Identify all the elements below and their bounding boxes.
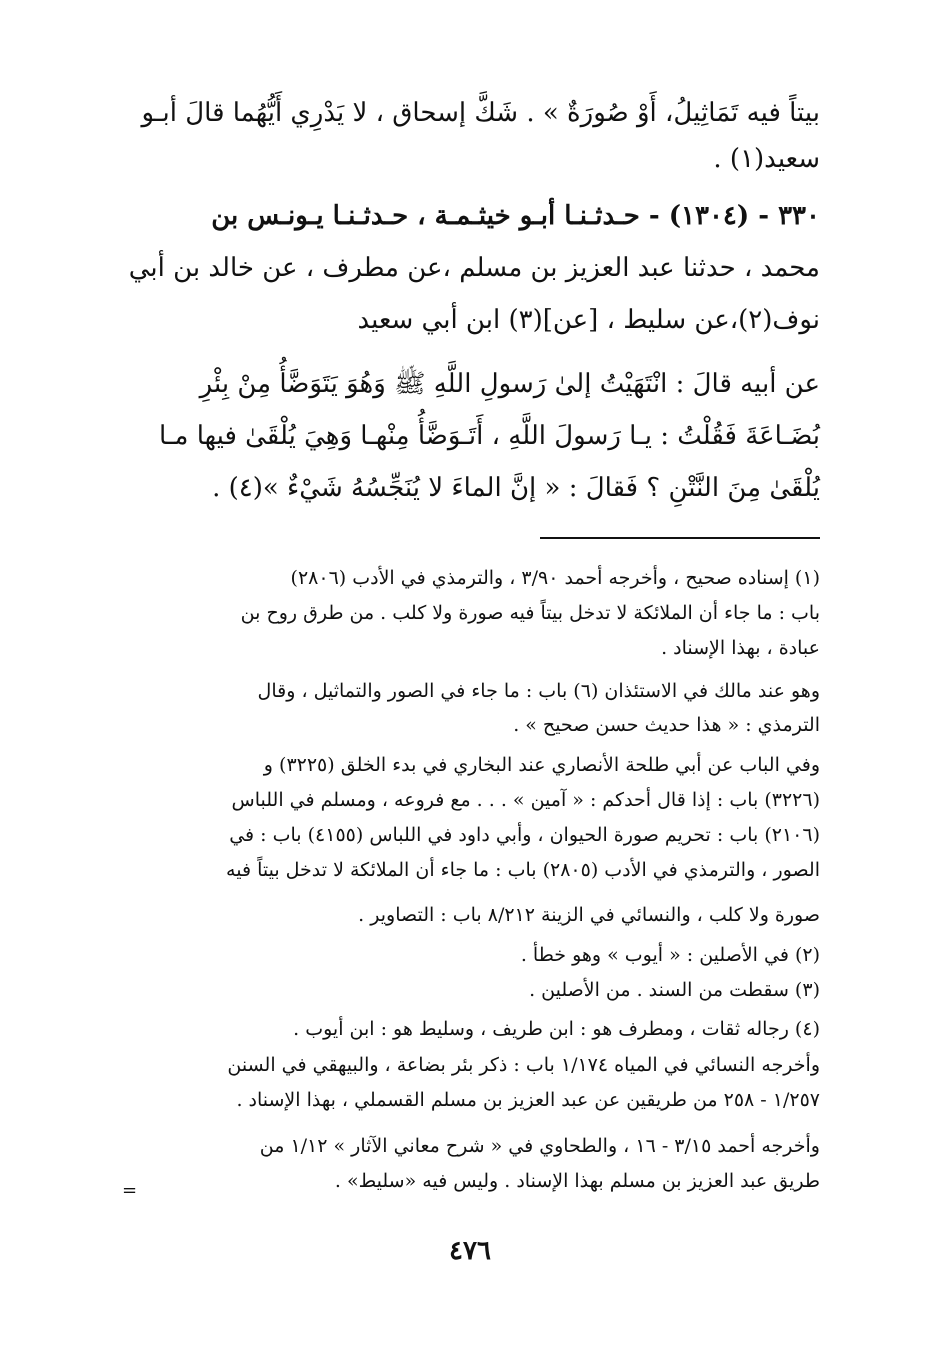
- page-number: ٤٧٦: [449, 1236, 491, 1266]
- hadith-matn-line: يُلْقَىٰ مِنَ النَّتْنِ ؟ فَقالَ : « إنَّ الماءَ لا يُنَجِّسُهُ شَيْءٌ »(٤) .: [212, 473, 820, 503]
- footnote-line: عبادة ، بهذا الإسناد .: [661, 637, 820, 659]
- hadith-matn-line: عن أبيه قالَ : انْتَهَيْتُ إلىٰ رَسولِ اللَّهِ ﷺ وَهُوَ يَتَوَضَّأُ مِنْ بِئْرِ: [199, 369, 820, 399]
- footnote-line: الصور ، والترمذي في الأدب (٢٨٠٥) باب : ما جاء أن الملائكة لا تدخل بيتاً فيه: [226, 859, 820, 881]
- footnote-line: (١) إسناده صحيح ، وأخرجه أحمد ٣/٩٠ ، والترمذي في الأدب (٢٨٠٦): [290, 567, 820, 589]
- footnote-line: طريق عبد العزيز بن مسلم بهذا الإسناد . وليس فيه «سليط» .: [334, 1170, 820, 1192]
- footnote-line: (٣٢٢٦) باب : إذا قال أحدكم : « آمين » . . . مع فروعه ، ومسلم في اللباس: [231, 789, 820, 811]
- footnote-line: وأخرجه النسائي في المياه ١/١٧٤ باب : ذكر بئر بضاعة ، والبيهقي في السنن: [227, 1054, 820, 1076]
- main-text-line: نوف(٢)،عن سليط ، [عن](٣) ابن أبي سعيد: [357, 305, 820, 335]
- footnote-line: ١/٢٥٧ - ٢٥٨ من طريقين عن عبد العزيز بن مسلم القسملي ، بهذا الإسناد .: [236, 1089, 820, 1111]
- hadith-matn-line: بُضَـاعَةَ فَقُلْتُ : يـا رَسولَ اللَّهِ ، أَتَـوَضَّأُ مِنْهـا وَهِيَ يُلْقَىٰ فيها مـا: [158, 421, 820, 451]
- main-text-line: سعيد(١) .: [713, 144, 820, 174]
- footnote-line: صورة ولا كلب ، والنسائي في الزينة ٨/٢١٢ باب : التصاوير .: [358, 904, 820, 926]
- footnote-line: (٢١٠٦) باب : تحريم صورة الحيوان ، وأبي داود في اللباس (٤١٥٥) باب : في: [229, 824, 820, 846]
- footnote-line: (٣) سقطت من السند . من الأصلين .: [529, 979, 820, 1001]
- footnote-line: الترمذي : « هذا حديث حسن صحيح » .: [513, 714, 820, 736]
- footnote-separator: [540, 537, 820, 539]
- footnote-line: وهو عند مالك في الاستئذان (٦) باب : ما جاء في الصور والتماثيل ، وقال: [257, 680, 820, 702]
- main-text-line: محمد ، حدثنا عبد العزيز بن مسلم ،عن مطرف ، عن خالد بن أبي: [128, 253, 820, 283]
- hadith-number-line: ٣٣٠ - (١٣٠٤) - حـدثـنـا أبـو خيثـمـة ، حـدثـنـا يـونـس بن: [211, 201, 820, 231]
- footnote-line: (٤) رجاله ثقات ، ومطرف هو : ابن طريف ، وسليط هو : ابن أيوب .: [293, 1018, 820, 1040]
- main-text-line: بيتاً فيه تَمَاثِيلُ، أَوْ صُورَةٌ » . شَكَّ إسحاق ، لا يَدْرِي أَيُّهُما قالَ أبـو: [141, 98, 820, 128]
- footnote-line: باب : ما جاء أن الملائكة لا تدخل بيتاً فيه صورة ولا كلب . من طرق روح بن: [240, 602, 820, 624]
- footnote-line: وفي الباب عن أبي طلحة الأنصاري عند البخاري في بدء الخلق (٣٢٢٥) و: [263, 754, 820, 776]
- continuation-mark: =: [122, 1180, 138, 1201]
- footnote-line: وأخرجه أحمد ٣/١٥ - ١٦ ، والطحاوي في « شرح معاني الآثار » ١/١٢ من: [259, 1135, 820, 1157]
- footnote-line: (٢) في الأصلين : « أيوب » وهو خطأ .: [520, 944, 820, 966]
